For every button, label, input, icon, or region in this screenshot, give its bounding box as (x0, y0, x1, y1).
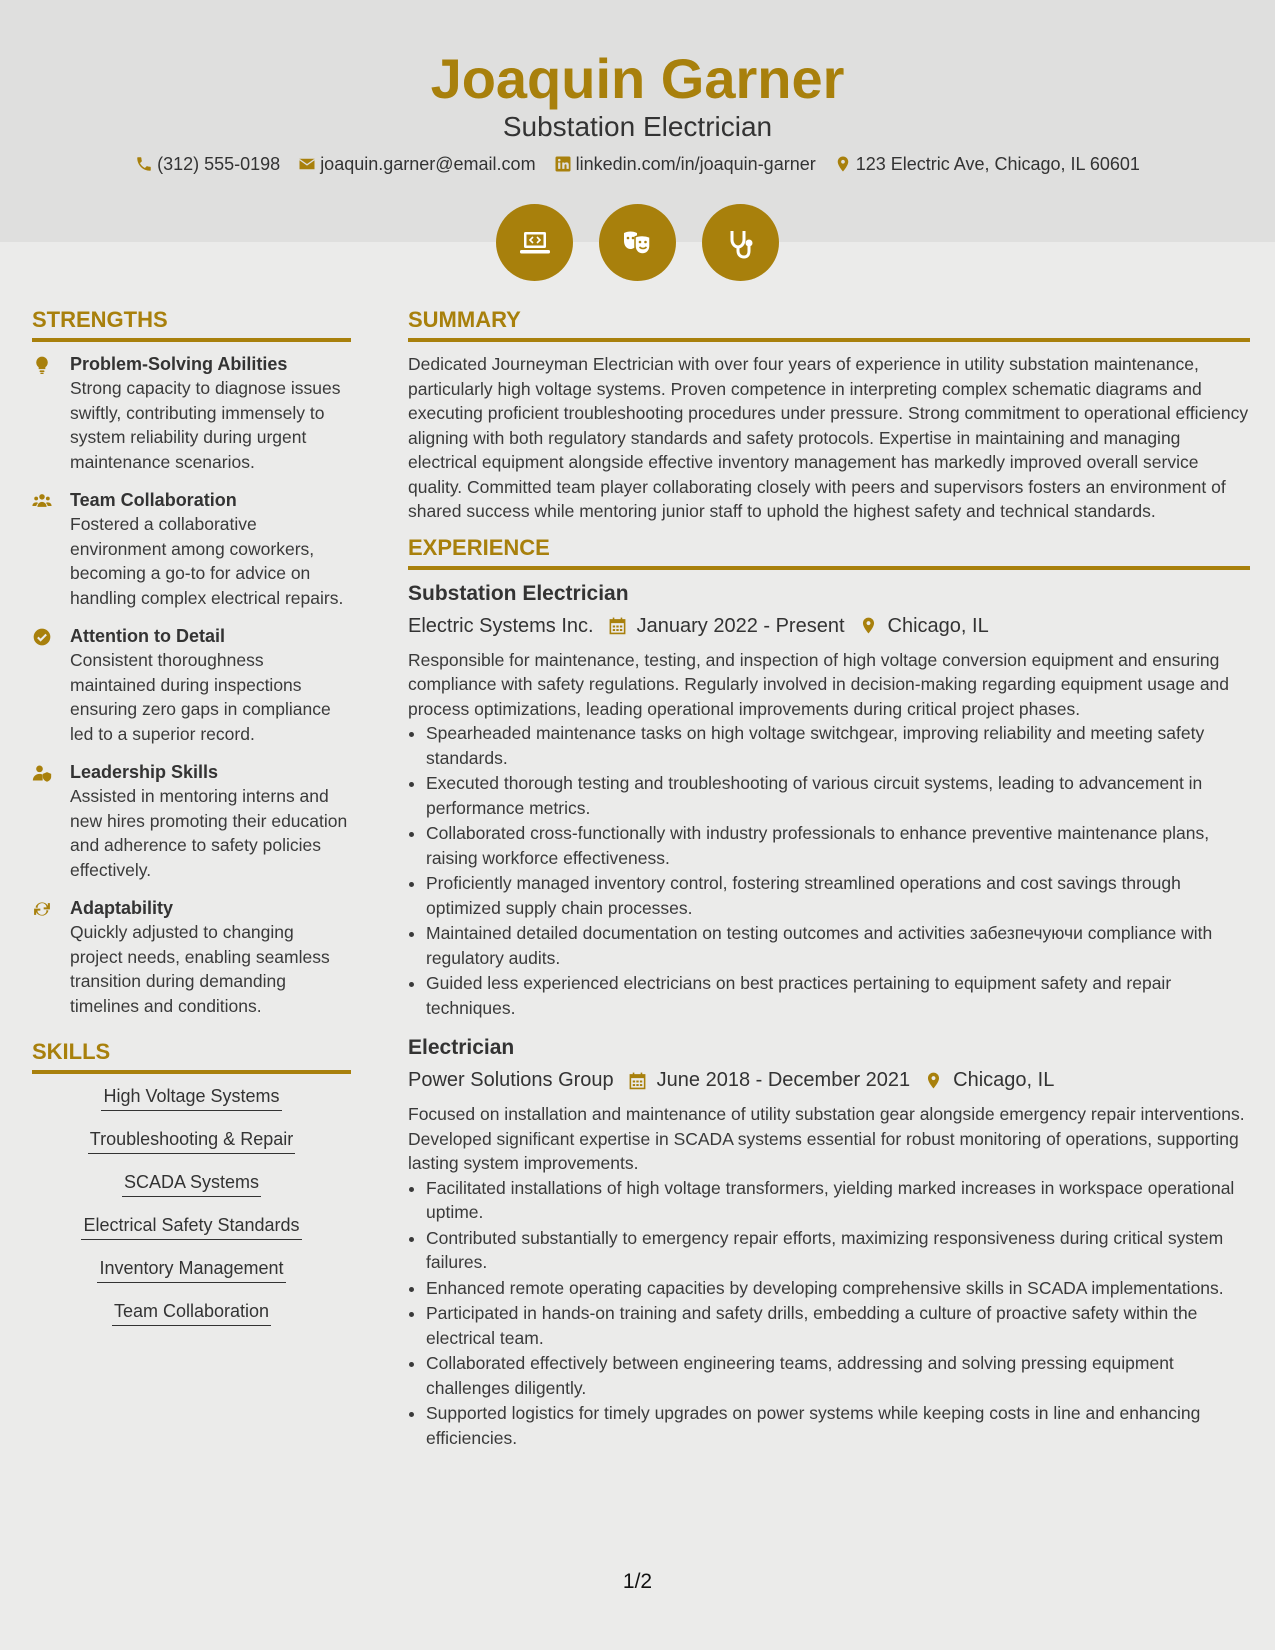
map-marker-icon (859, 616, 878, 635)
job-title: Electrician (408, 1036, 515, 1059)
linkedin-icon (554, 155, 572, 173)
skill-tag: Troubleshooting & Repair (88, 1127, 295, 1154)
map-marker-icon (924, 1071, 943, 1090)
laptop-code-icon (515, 223, 555, 263)
check-circle-icon (32, 627, 52, 647)
skill-tag: High Voltage Systems (101, 1084, 281, 1111)
linkedin-text: linkedin.com/in/joaquin-garner (575, 154, 816, 174)
strength-title: Team Collaboration (70, 490, 237, 510)
strength-text: Assisted in mentoring interns and new hires promoting their education and adherence to safety policies effectively. (70, 786, 348, 880)
strength-item (32, 760, 351, 882)
page-number: 1/2 (622, 1570, 653, 1593)
laptop-code-circle (496, 204, 573, 281)
job-company: Electric Systems Inc. (408, 614, 594, 637)
contact-phone[interactable] (135, 152, 280, 176)
map-marker-icon (834, 155, 852, 173)
job-company: Power Solutions Group (408, 1069, 614, 1091)
job-location: Chicago, IL (887, 614, 989, 637)
job-description: Responsible for maintenance, testing, and inspection of high voltage conversion equipment and ensuring compliance with safety regulations. Regularly involved in decision-making regarding equipment usage and process optimizations, leading operational improvements during critical project phases. (408, 649, 1230, 719)
job-location: Chicago, IL (953, 1069, 1055, 1091)
job-dates: June 2018 - December 2021 (656, 1069, 911, 1091)
job-title: Substation Electrician (408, 581, 629, 605)
job-bullets (408, 721, 1250, 1020)
interest-icons (0, 204, 1275, 281)
envelope-icon (298, 155, 316, 173)
experience-heading: EXPERIENCE (408, 534, 1250, 570)
theater-masks-circle (599, 204, 676, 281)
lightbulb-icon (32, 355, 52, 375)
address-text: 123 Electric Ave, Chicago, IL 60601 (855, 154, 1140, 174)
sync-icon (32, 899, 52, 919)
summary-text: Dedicated Journeyman Electrician with over four years of experience in utility substation maintenance, particularly high voltage systems. Proven competence in interpreting complex schematic diagrams and executing proficient troubleshooting procedures under pressure. Strong commitment to operational efficiency aligning with both regulatory standards and safety protocols. Expertise in maintaining and managing electrical equipment alongside effective inventory management has markedly improved overall service quality. Committed team player collaborating closely with peers and supervisors fosters an environment of shared success while mentoring junior staff to uphold the highest safety and technical standards. (408, 354, 1249, 521)
job-bullet: • Maintained detailed documentation on testing outcomes and activities забезпечуючи compliance with regulatory audits. (426, 921, 1250, 970)
users-icon (32, 491, 52, 511)
job-description: Focused on installation and maintenance of utility substation gear alongside emergency repair interventions. Developed significant expertise in SCADA systems essential for robust monitoring of operations, supporting lasting system improvements. (408, 1104, 1245, 1173)
strength-title: Problem-Solving Abilities (70, 354, 288, 374)
job-meta (408, 612, 1250, 640)
user-shield-icon (32, 763, 52, 783)
skill-tag: Team Collaboration (112, 1299, 271, 1326)
theater-masks-icon (618, 223, 658, 263)
job-dates: January 2022 - Present (636, 614, 845, 637)
strength-item (32, 488, 351, 610)
job-bullet: • Guided less experienced electricians on best practices pertaining to equipment safety and repair techniques. (426, 971, 1250, 1020)
strength-title: Adaptability (70, 898, 174, 918)
strength-item (32, 624, 351, 746)
strength-title: Leadership Skills (70, 762, 219, 782)
job-bullet: • Executed thorough testing and troubleshooting of various circuit systems, leading to advancement in performance metrics. (426, 771, 1250, 820)
summary-heading: SUMMARY (408, 306, 1250, 342)
job-bullet: • Supported logistics for timely upgrades on power systems while keeping costs in line and enhancing efficiencies. (426, 1401, 1250, 1450)
skills-heading: SKILLS (32, 1038, 351, 1074)
strength-item (32, 896, 351, 1018)
left-column (32, 306, 351, 1342)
strength-text: Strong capacity to diagnose issues swiftly, contributing immensely to system reliability during urgent maintenance scenarios. (70, 378, 341, 472)
strengths-heading: STRENGTHS (32, 306, 351, 342)
strength-text: Consistent thoroughness maintained during inspections ensuring zero gaps in compliance led to a superior record. (70, 650, 331, 744)
job-entry (408, 1034, 1250, 1450)
job-meta (408, 1066, 1250, 1094)
stethoscope-circle (702, 204, 779, 281)
calendar-icon (608, 616, 627, 635)
job-entry (408, 580, 1250, 1021)
job-bullet: • Spearheaded maintenance tasks on high voltage switchgear, improving reliability and meeting safety standards. (426, 721, 1250, 770)
right-column (408, 306, 1250, 1464)
job-bullet: • Enhanced remote operating capacities by developing comprehensive skills in SCADA implementations. (426, 1276, 1250, 1301)
skills-list (32, 1084, 351, 1342)
contact-email[interactable] (298, 152, 535, 176)
phone-icon (135, 155, 153, 173)
job-bullet: • Collaborated cross-functionally with industry professionals to enhance preventive maintenance plans, raising workforce effectiveness. (426, 821, 1250, 870)
strength-text: Fostered a collaborative environment among coworkers, becoming a go-to for advice on handling complex electrical repairs. (70, 514, 344, 608)
skill-tag: Electrical Safety Standards (81, 1213, 301, 1240)
phone-text: (312) 555-0198 (157, 154, 281, 174)
strength-text: Quickly adjusted to changing project needs, enabling seamless transition during demanding timelines and conditions. (70, 922, 330, 1016)
skill-tag: SCADA Systems (122, 1170, 261, 1197)
job-bullet: • Contributed substantially to emergency repair efforts, maximizing responsiveness during critical system failures. (426, 1226, 1250, 1275)
strength-title: Attention to Detail (70, 626, 225, 646)
contact-bar (0, 152, 1275, 176)
contact-address (834, 152, 1140, 176)
job-bullet: • Facilitated installations of high voltage transformers, yielding marked increases in workspace operational uptime. (426, 1176, 1250, 1225)
skill-tag: Inventory Management (97, 1256, 285, 1283)
job-bullet: • Proficiently managed inventory control, fostering streamlined operations and cost savings through optimized supply chain processes. (426, 871, 1250, 920)
calendar-icon (628, 1071, 647, 1090)
candidate-name: Joaquin Garner (430, 47, 845, 110)
stethoscope-icon (721, 223, 761, 263)
candidate-title: Substation Electrician (502, 111, 773, 142)
job-bullets (408, 1176, 1250, 1451)
contact-linkedin[interactable] (554, 152, 816, 176)
strength-item (32, 352, 351, 474)
job-bullet: • Participated in hands-on training and safety drills, embedding a culture of proactive safety within the electrical team. (426, 1301, 1250, 1350)
email-text: joaquin.garner@email.com (320, 154, 536, 174)
job-bullet: • Collaborated effectively between engineering teams, addressing and solving pressing equipment challenges diligently. (426, 1351, 1250, 1400)
